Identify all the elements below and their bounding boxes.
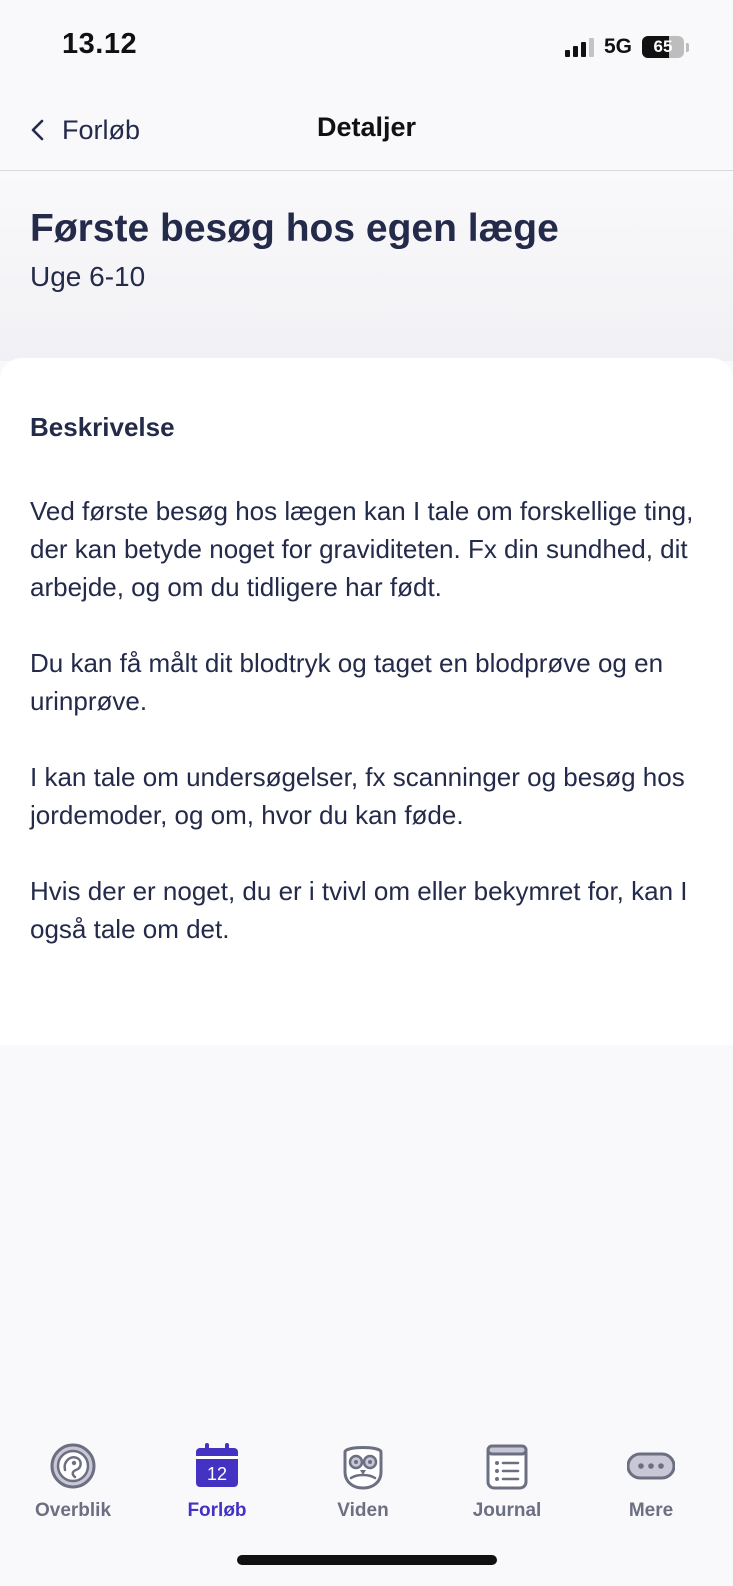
paragraph: Du kan få målt dit blodtryk og taget en blodprøve og en urinprøve. xyxy=(30,648,664,716)
tab-mere[interactable] xyxy=(591,1442,711,1532)
calendar-icon xyxy=(193,1442,241,1490)
tab-label: Forløb xyxy=(187,1500,247,1521)
home-indicator[interactable] xyxy=(237,1555,497,1565)
status-time: 13.12 xyxy=(62,28,138,60)
signal-icon xyxy=(565,37,594,57)
status-indicators xyxy=(565,34,689,60)
tab-label: Journal xyxy=(472,1500,542,1521)
owl-icon xyxy=(339,1442,387,1490)
calendar-day: 12 xyxy=(206,1464,228,1484)
paragraph: Ved første besøg hos lægen kan I tale om forskellige ting, der kan betyde noget for graviditeten. Fx din sundhed, dit arbejde, og om du tidligere har født. xyxy=(30,496,694,602)
tab-overblik[interactable] xyxy=(13,1442,133,1532)
tab-viden[interactable] xyxy=(303,1442,423,1532)
tab-forlob[interactable] xyxy=(157,1442,277,1532)
description-card xyxy=(0,358,733,1045)
status-bar xyxy=(0,0,733,90)
network-type: 5G xyxy=(603,35,632,58)
back-label: Forløb xyxy=(62,114,141,145)
section-heading: Beskrivelse xyxy=(30,412,175,442)
page-header xyxy=(0,171,733,361)
description-text xyxy=(30,492,710,986)
nav-title: Detaljer xyxy=(316,112,417,142)
tab-label: Overblik xyxy=(34,1500,112,1521)
battery-tip xyxy=(686,43,689,52)
navigation-bar xyxy=(0,90,733,171)
baby-icon xyxy=(49,1442,97,1490)
tab-label: Viden xyxy=(337,1500,389,1521)
more-icon xyxy=(627,1442,675,1490)
notepad-icon xyxy=(483,1442,531,1490)
paragraph: I kan tale om undersøgelser, fx scanninger og besøg hos jordemoder, og om, hvor du kan føde. xyxy=(30,762,685,830)
tab-label: Mere xyxy=(628,1500,674,1521)
tab-bar xyxy=(0,1420,733,1540)
page-subtitle: Uge 6-10 xyxy=(30,261,146,292)
tab-journal[interactable] xyxy=(447,1442,567,1532)
battery-level: 65 xyxy=(653,37,673,56)
paragraph: Hvis der er noget, du er i tvivl om eller bekymret for, kan I også tale om det. xyxy=(30,876,688,944)
page-title: Første besøg hos egen læge xyxy=(30,207,559,250)
battery-icon xyxy=(642,36,684,58)
